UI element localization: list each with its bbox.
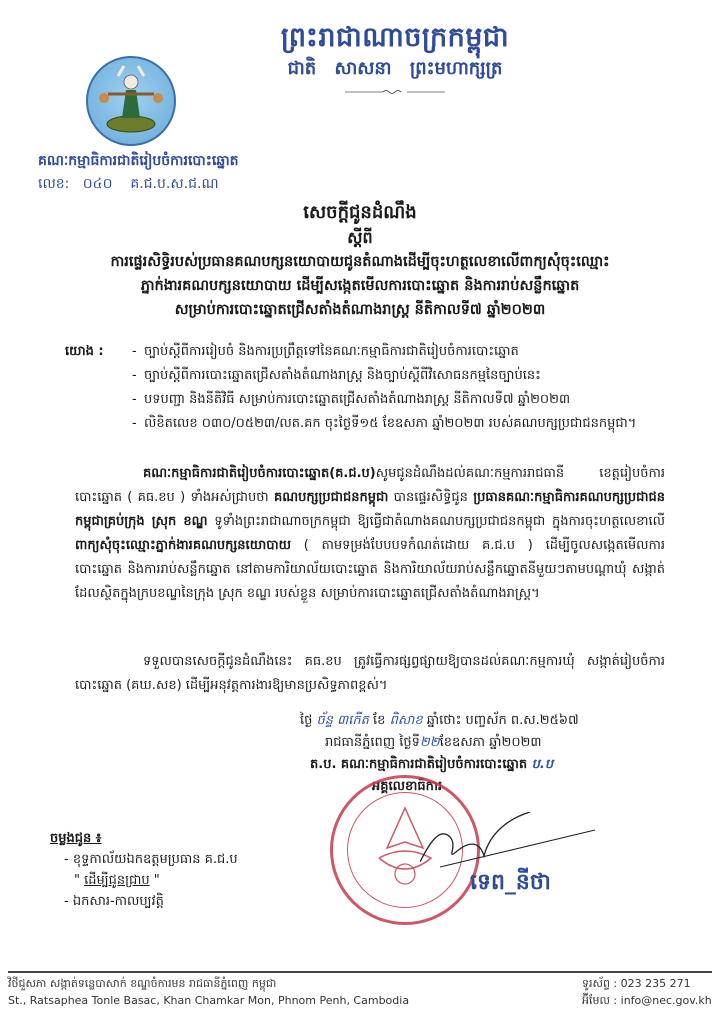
kingdom-header: [270, 20, 520, 82]
footer-divider: [8, 971, 712, 973]
national-motto: ជាតិ សាសនា ព្រះមហាក្សត្រ: [287, 58, 503, 79]
copy-to-purpose: " ដើម្បីជូនជ្រាប ": [74, 873, 160, 888]
copy-to-item: - ឯកសារ-កាលប្បវត្តិ: [64, 894, 164, 909]
title-line-5: សម្រាប់ការបោះឆ្នោតជ្រើសតាំងតំណាងរាស្ត្រ នីតិកាលទី៧ ឆ្នាំ២០២៣: [174, 302, 546, 318]
references-section: [50, 340, 680, 436]
notice-title: [40, 200, 680, 322]
address-english: St., Ratsaphea Tonle Basac, Khan Chamkar Mon, Phnom Penh, Cambodia: [8, 994, 410, 1007]
number-value: ០៤០: [82, 176, 113, 192]
number-suffix: គ.ជ.ប.ស.ជ.ណ: [130, 176, 219, 192]
reference-item: - លិខិតលេខ ០៣០/០៥២៣/លត.គក ចុះថ្ងៃទី១៥ ខែឧសភា ឆ្នាំ២០២៣ របស់គណបក្សប្រជាជនកម្ពុជា។: [132, 412, 680, 436]
ornament-divider-icon: [345, 88, 445, 96]
email-address[interactable]: info@nec.gov.kh: [620, 994, 712, 1007]
form-name: ពាក្យសុំចុះឈ្មោះភ្នាក់ងារគណបក្សនយោបាយ: [75, 538, 291, 553]
kingdom-title: ព្រះរាជាណាចក្រកម្ពុជា: [280, 22, 510, 53]
footer-contact: [582, 975, 712, 1009]
handwritten-day: ២២: [419, 735, 440, 750]
handwritten-lunar-month: ពិសាខ: [389, 713, 423, 728]
copy-to-section: [50, 828, 238, 912]
number-label: លេខ:: [38, 176, 70, 192]
gregorian-date: រាជធានីភ្នំពេញ ថ្ងៃទី២២ខែឧសភា ឆ្នាំ២០២៣: [325, 735, 542, 750]
issuing-organization: គណៈកម្មាធិការជាតិរៀបចំការបោះឆ្នោត: [38, 153, 239, 169]
reference-item: - ច្បាប់ស្តីពីការបោះឆ្នោតជ្រើសតាំងតំណាងរាស្ត្រ និងច្បាប់ស្តីពីវិសោធនកម្មនៃច្បាប់នេះ: [132, 364, 680, 388]
nec-emblem-icon: [86, 56, 176, 146]
signature-icon: [420, 812, 600, 872]
footer-address: [8, 975, 409, 1009]
references-label: យោង :: [65, 344, 104, 359]
title-line-3: ការផ្ទេរសិទ្ធិរបស់ប្រធានគណបក្សនយោបាយជូនតំណាងដើម្បីចុះហត្ថលេខាលើពាក្យសុំចុះឈ្មោះ: [110, 254, 610, 270]
signer-name: ទេព_នីថា: [470, 870, 551, 895]
on-behalf-line: ត.ប. គណៈកម្មាធិការជាតិរៀបចំការបោះឆ្នោត ប.ប: [310, 757, 554, 772]
phone-line: ទូរស័ព្ទ : 023 235 271: [582, 977, 691, 990]
email-line: អ៊ីមែល : info@nec.gov.kh: [582, 994, 712, 1007]
party-name: គណបក្សប្រជាជនកម្ពុជា: [273, 490, 389, 505]
delegate-title: ប្រធានគណៈកម្មាធិការគណបក្សប្រជាជនកម្ពុជាគ្រប់ក្រុង ស្រុក ខណ្ឌ: [75, 490, 665, 529]
address-khmer: វិថីជួសភា សង្កាត់ទន្លេបាសាក់ ខណ្ឌចំការមន រាជធានីភ្នំពេញ កម្ពុជា: [8, 977, 277, 990]
copy-to-title: ចម្លងជូន ៖: [50, 831, 102, 846]
title-line-2: ស្តីពី: [347, 228, 373, 247]
reference-number: [38, 173, 219, 195]
body-paragraph-2: ទទួលបានសេចក្តីជូនដំណឹងនេះ គធ.ខប ត្រូវធ្វើការផ្សព្វផ្សាយឱ្យបានដល់គណៈកម្មការឃុំ សង្កាត់រៀបចំការបោះឆ្នោត (គឃ.សខ) ដើម្បីអនុវត្តការងារឱ្យមានប្រសិទ្ធភាពខ្ពស់។: [75, 654, 665, 693]
handwritten-initials: ប.ប: [531, 757, 554, 772]
signatory-title: អគ្គលេខាធិការ: [372, 779, 443, 794]
copy-to-item: - ខុទ្ទកាល័យឯកឧត្តមប្រធាន គ.ជ.ប: [64, 852, 238, 867]
title-line-4: ភ្នាក់ងារគណបក្សនយោបាយ ដើម្បីសង្កេតមើលការបោះឆ្នោត និងការរាប់សន្លឹកឆ្នោត: [140, 278, 580, 294]
reference-item: - ច្បាប់ស្តីពីការរៀបចំ និងការប្រព្រឹត្តទៅនៃគណៈកម្មាធិការជាតិរៀបចំការបោះឆ្នោត: [132, 340, 680, 364]
lunar-date: ថ្ងៃ ច័ន្ទ ៣កើត ខែ ពិសាខ ឆ្នាំថោះ បញ្ចស័ក ព.ស.២៥៦៧: [300, 713, 579, 728]
phone-number: 023 235 271: [620, 977, 691, 990]
handwritten-lunar-day: ច័ន្ទ ៣កើត: [316, 713, 369, 728]
title-line-1: សេចក្តីជូនដំណឹង: [303, 202, 417, 223]
reference-item: - បទបញ្ជា និងនីតិវិធី សម្រាប់ការបោះឆ្នោតជ្រើសតាំងតំណាងរាស្ត្រ នីតិកាលទី៧ ឆ្នាំ២០២៣: [132, 388, 680, 412]
body-paragraph-1: គណៈកម្មាធិការជាតិរៀបចំការបោះឆ្នោត(គ.ជ.ប)សូមជូនដំណឹងដល់គណៈកម្មការរាជធានី ខេត្តរៀបចំការបោះឆ្នោត ( គធ.ខប ) ទាំងអស់ជ្រាបថា គណបក្សប្រជាជនកម្ពុជា បានផ្ទេរសិទ្ធិជូន ប្រធានគណៈកម្មាធិការគណបក្សប្រជាជនកម្ពុជាគ្រប់ក្រុង ស្រុក ខណ្ឌ ទូទាំងព្រះរាជាណាចក្រកម្ពុជា ឱ្យធ្វើជាតំណាងគណបក្សប្រជាជនកម្ពុជា ក្នុងការចុះហត្ថលេខាលើ ពាក្យសុំចុះឈ្មោះភ្នាក់ងារគណបក្សនយោបាយ ( តាមទម្រង់បែបបទកំណត់ដោយ គ.ជ.ប ) ដើម្បីចូលសង្កេតមើលការបោះឆ្នោត និងការរាប់សន្លឹកឆ្នោត នៅតាមការិយាល័យបោះឆ្នោត និងការិយាល័យរាប់សន្លឹកឆ្នោតនីមួយៗតាមបណ្តាឃុំ សង្កាត់ ដែលស្ថិតក្នុងក្របខណ្ឌនៃក្រុង ស្រុក ខណ្ឌ របស់ខ្លួន សម្រាប់ការបោះឆ្នោតជ្រើសតាំងតំណាងរាស្ត្រ។: [75, 466, 665, 601]
nec-name: គណៈកម្មាធិការជាតិរៀបចំការបោះឆ្នោត(គ.ជ.ប): [143, 466, 376, 481]
